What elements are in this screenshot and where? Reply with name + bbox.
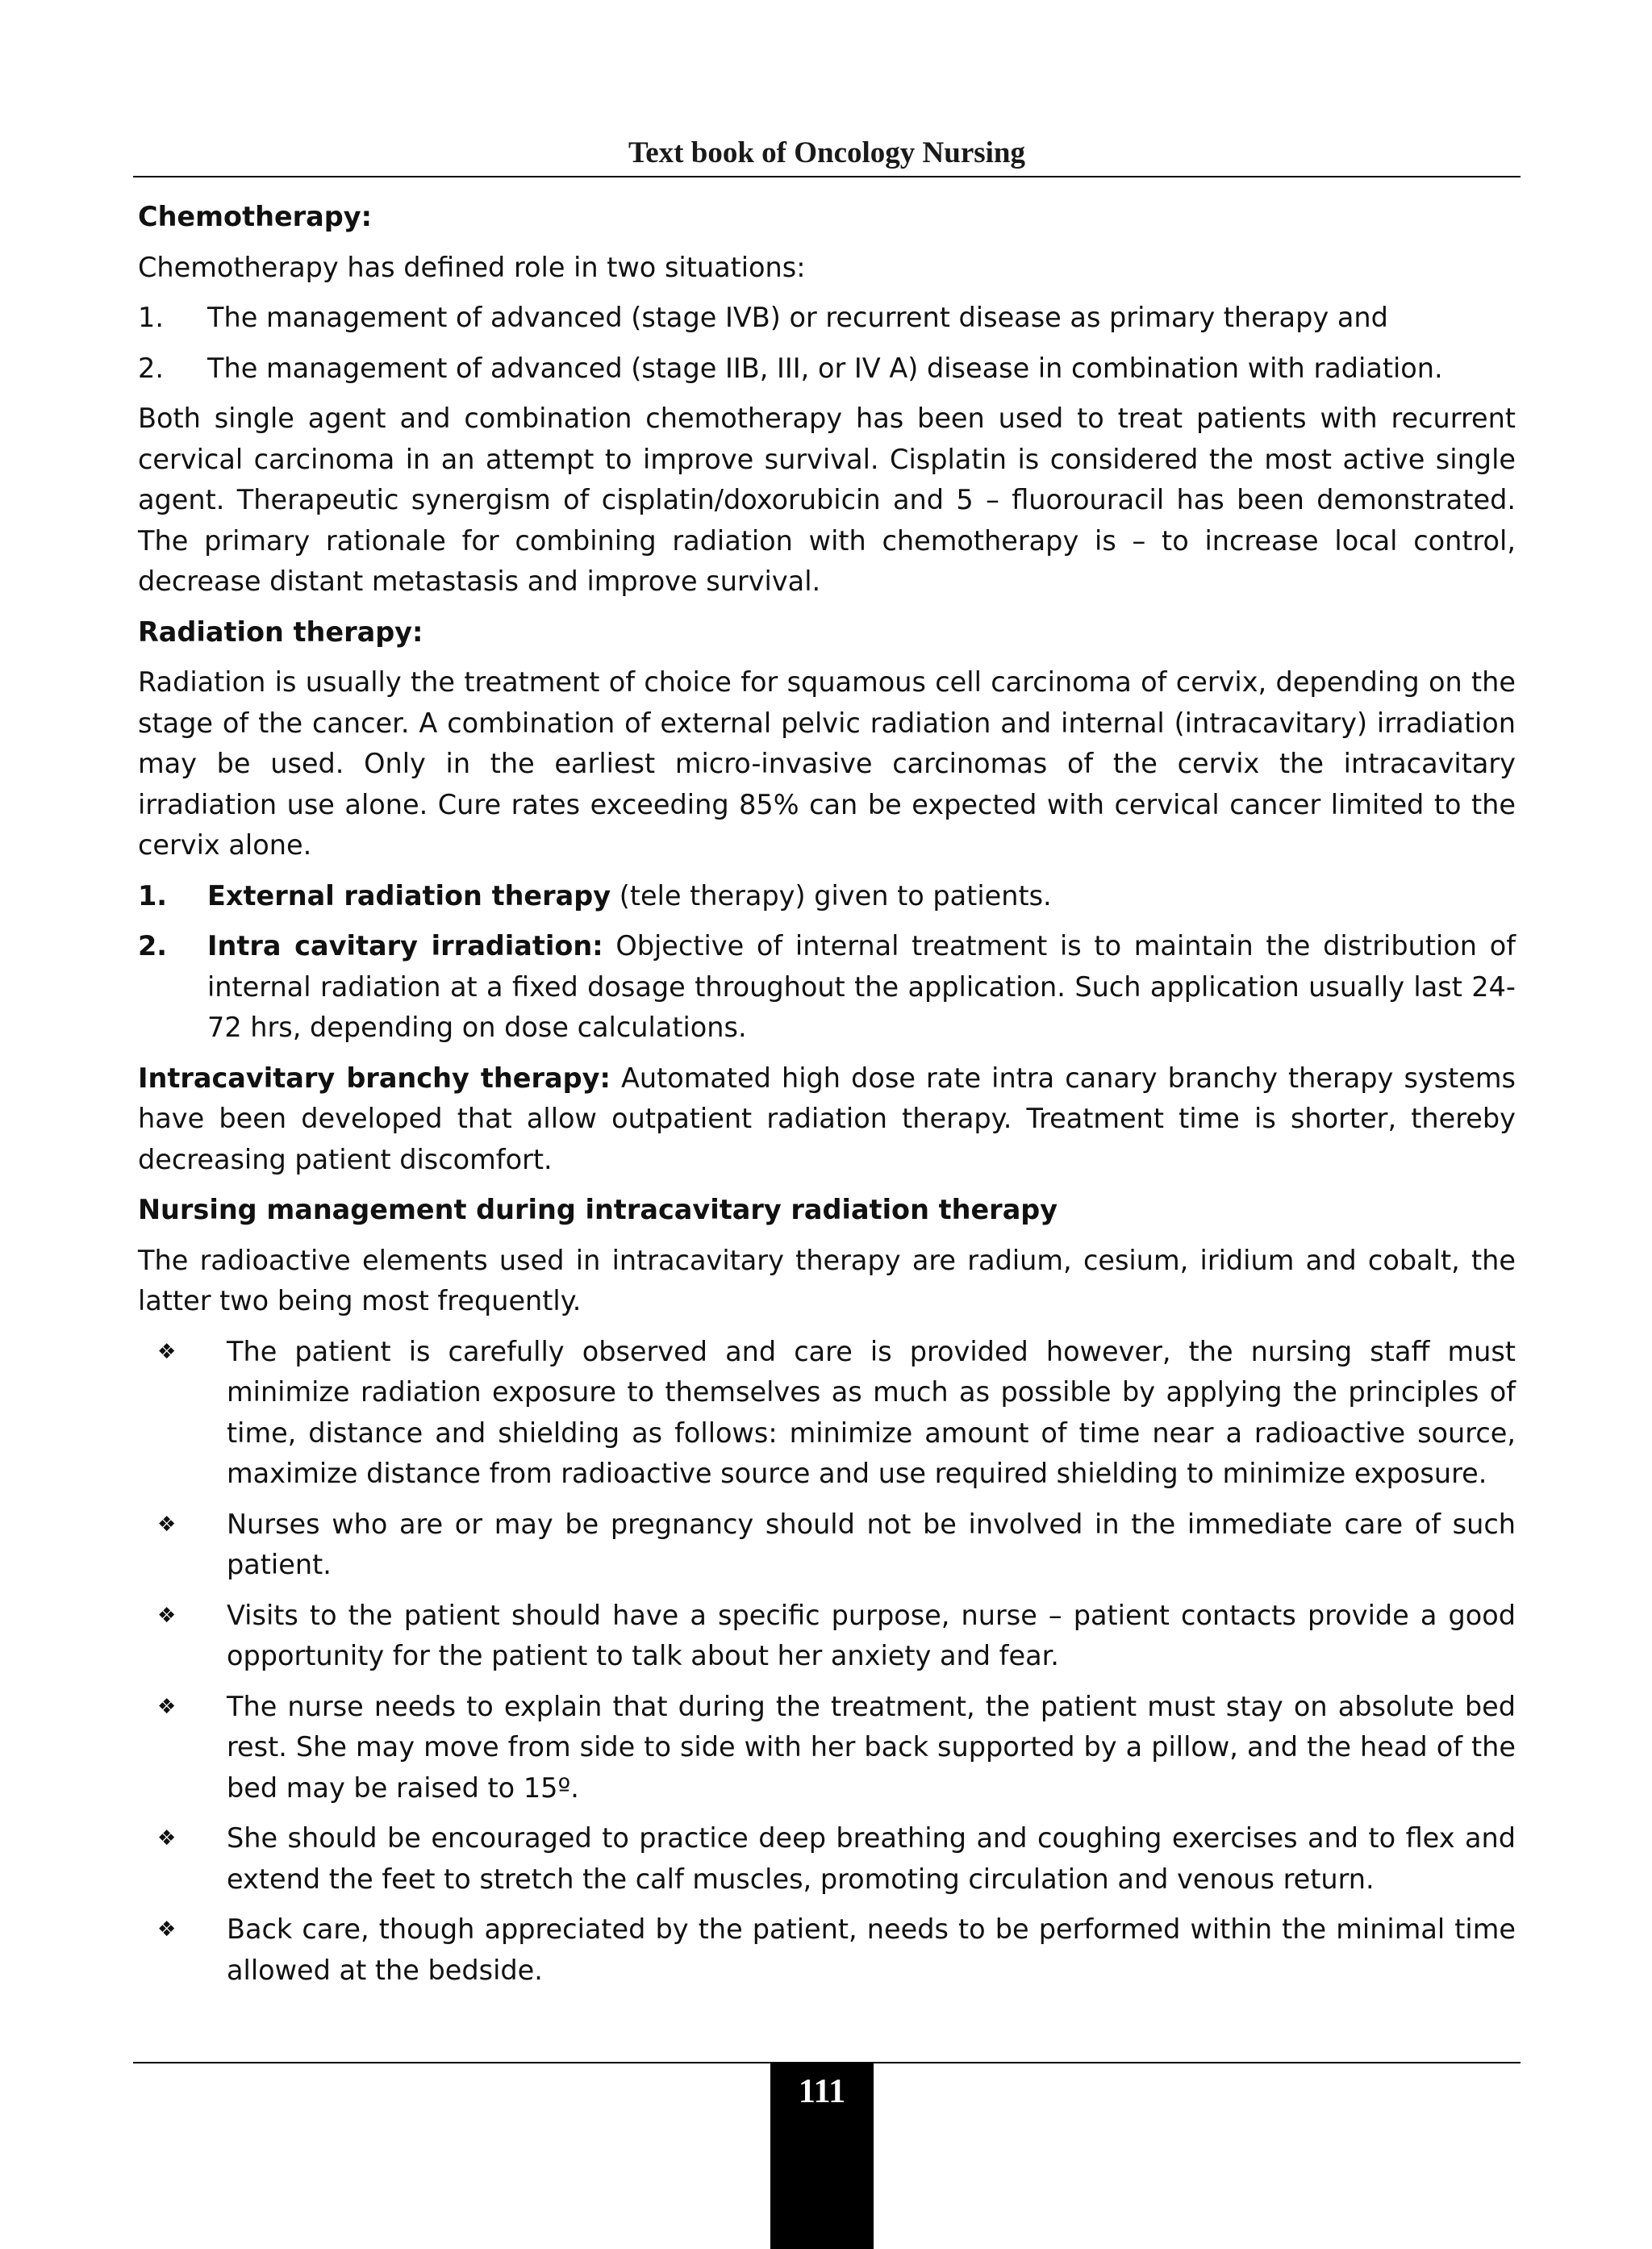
bullet-item <box>138 1909 1516 1991</box>
brachytherapy-text: Automated high dose rate intra canary branchy therapy systems have been developed that allow outpatient radiation therapy. Treatment time is shorter, thereby decreasing patient discomfort. <box>138 1062 1516 1175</box>
radiation-paragraph: Radiation is usually the treatment of choice for squamous cell carcinoma of cervix, depending on the stage of the cancer. A combination of external pelvic radiation and internal (intracavitary) irradiation may be used. Only in the earliest micro-invasive carcinomas of the cervix the intracavitary irradiation use alone. Cure rates exceeding 85% can be expected with cervical cancer limited to the cervix alone. <box>138 666 1516 861</box>
header-divider <box>133 176 1521 177</box>
bullet-item <box>138 1687 1516 1809</box>
diamond-bullet-icon: ❖ <box>157 1826 177 1851</box>
nursing-heading: Nursing management during intracavitary radiation therapy <box>138 1194 1058 1225</box>
diamond-bullet-icon: ❖ <box>157 1694 177 1719</box>
brachytherapy-paragraph <box>138 1058 1516 1181</box>
nursing-intro: The radioactive elements used in intracavitary therapy are radium, cesium, iridium and cobalt, the latter two being most frequently. <box>138 1244 1516 1316</box>
bullet-text: The nurse needs to explain that during the treatment, the patient must stay on absolute bed rest. She may move from side to side with her back supported by a pillow, and the head of the bed may be raised to 15º. <box>227 1690 1516 1804</box>
item-text <box>207 926 1516 1049</box>
bullet-text: Back care, though appreciated by the patient, needs to be performed within the minimal time allowed at the bedside. <box>227 1913 1516 1986</box>
bullet-text: Nurses who are or may be pregnancy should not be involved in the immediate care of such patient. <box>227 1508 1516 1580</box>
item-term: External radiation therapy <box>207 879 611 912</box>
numbered-item <box>138 298 1516 339</box>
bullet-item <box>138 1504 1516 1586</box>
brachytherapy-term: Intracavitary branchy therapy: <box>138 1062 611 1094</box>
item-text: The management of advanced (stage IIB, III, or IV A) disease in combination with radiation. <box>207 352 1443 384</box>
bullet-text: She should be encouraged to practice deep breathing and coughing exercises and to flex and extend the feet to stretch the calf muscles, promoting circulation and venous return. <box>227 1822 1516 1895</box>
item-number: 1. <box>138 879 168 912</box>
diamond-bullet-icon: ❖ <box>157 1603 177 1628</box>
diamond-bullet-icon: ❖ <box>157 1339 177 1364</box>
radiation-heading: Radiation therapy: <box>138 615 423 648</box>
item-description: (tele therapy) given to patients. <box>611 879 1052 912</box>
diamond-bullet-icon: ❖ <box>157 1917 177 1942</box>
page-number-box <box>770 2063 874 2249</box>
diamond-bullet-icon: ❖ <box>157 1512 177 1537</box>
running-header-title: Text book of Oncology Nursing <box>628 136 1026 169</box>
bullet-item <box>138 1818 1516 1900</box>
item-text: The management of advanced (stage IVB) or recurrent disease as primary therapy and <box>207 302 1388 333</box>
item-text <box>207 876 1516 917</box>
page-body <box>138 197 1516 2001</box>
chemotherapy-intro: Chemotherapy has defined role in two situations: <box>138 251 806 283</box>
bullet-text: The patient is carefully observed and care is provided however, the nursing staff must minimize radiation exposure to themselves as much as possible by applying the principles of time, distance and shielding as follows: minimize amount of time near a radioactive source, maximize distance from radioactive source and use required shielding to minimize exposure. <box>227 1335 1516 1489</box>
item-term: Intra cavitary irradiation: <box>207 930 603 962</box>
chemotherapy-paragraph: Both single agent and combination chemotherapy has been used to treat patients with recurrent cervical carcinoma in an attempt to improve survival. Cisplatin is considered the most active single agent. Therapeutic synergism of cisplatin/doxorubicin and 5 – fluorouracil has been demonstrated. The primary rationale for combining radiation with chemotherapy is – to increase local control, decrease distant metastasis and improve survival. <box>138 403 1516 597</box>
item-description: Objective of internal treatment is to maintain the distribution of internal radiation at a fixed dosage throughout the application. Such application usually last 24-72 hrs, depending on dose calculations. <box>207 930 1516 1043</box>
page-number: 111 <box>798 2073 846 2110</box>
chemotherapy-heading: Chemotherapy: <box>138 201 373 232</box>
numbered-item <box>138 876 1516 917</box>
item-number: 2. <box>138 930 168 962</box>
bullet-item <box>138 1596 1516 1677</box>
item-number: 1. <box>138 302 164 333</box>
numbered-item <box>138 348 1516 390</box>
numbered-item <box>138 926 1516 1049</box>
bullet-item <box>138 1332 1516 1495</box>
item-number: 2. <box>138 352 164 384</box>
bullet-text: Visits to the patient should have a specific purpose, nurse – patient contacts provide a good opportunity for the patient to talk about her anxiety and fear. <box>227 1599 1516 1671</box>
